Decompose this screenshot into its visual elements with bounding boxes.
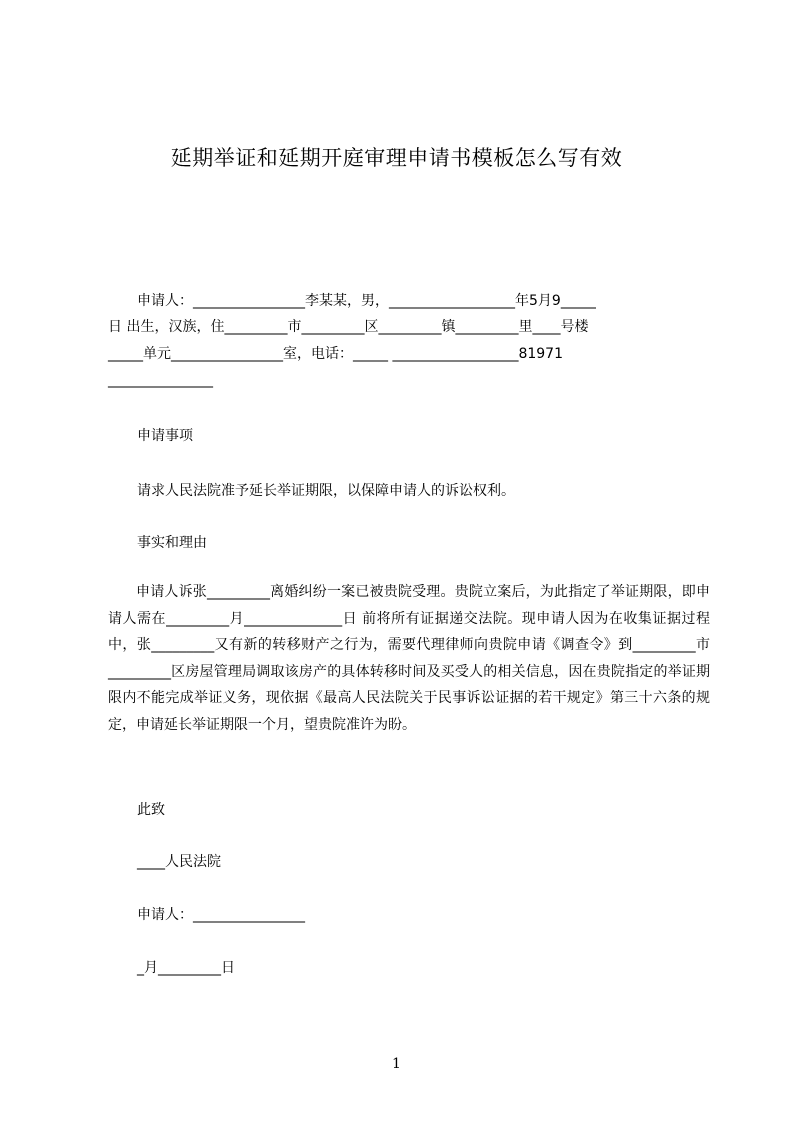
- applicant-line-1: 申请人：________________李某某，男，__________________年5月9_____: [137, 293, 596, 309]
- page-number: 1: [392, 1056, 401, 1072]
- document-title: 延期举证和延期开庭审理申请书模板怎么写有效: [170, 146, 623, 170]
- applicant-line-4: _______________: [108, 372, 213, 388]
- court-line: ____人民法院: [137, 854, 221, 870]
- closing-text: 此致: [137, 802, 165, 818]
- request-text: 请求人民法院准予延长举证期限，以保障申请人的诉讼权利。: [137, 483, 515, 499]
- request-heading: 申请事项: [137, 428, 193, 444]
- facts-paragraph: [108, 579, 710, 738]
- signature-line: 申请人：________________: [137, 907, 305, 923]
- facts-heading: 事实和理由: [137, 535, 207, 551]
- facts-text: 申请人诉张_________离婚纠纷一案已被贵院受理。贵院立案后，为此指定了举证期限，即申请人需在_________月______________日 前将所有证据递交法院。现申请人因为在收集证据过程中，张_________又有新的转移财产之行为，需要代理律师向贵院申请《调查令》到_________市_________区房屋管理局调取该房产的具体转移时间及买受人的相关信息，因在贵院指定的举证期限内不能完成举证义务，现依据《最高人民法院关于民事诉讼证据的若干规定》第三十六条的规定，申请延长举证期限一个月，望贵院准许为盼。: [108, 584, 710, 733]
- applicant-line-3: _____单元________________室，电话：_____ __________________81971: [108, 346, 563, 362]
- applicant-line-2: 日 出生，汉族，住_________市_________区_________镇_________里____号楼: [108, 319, 589, 335]
- date-line: _月_________日: [137, 960, 235, 976]
